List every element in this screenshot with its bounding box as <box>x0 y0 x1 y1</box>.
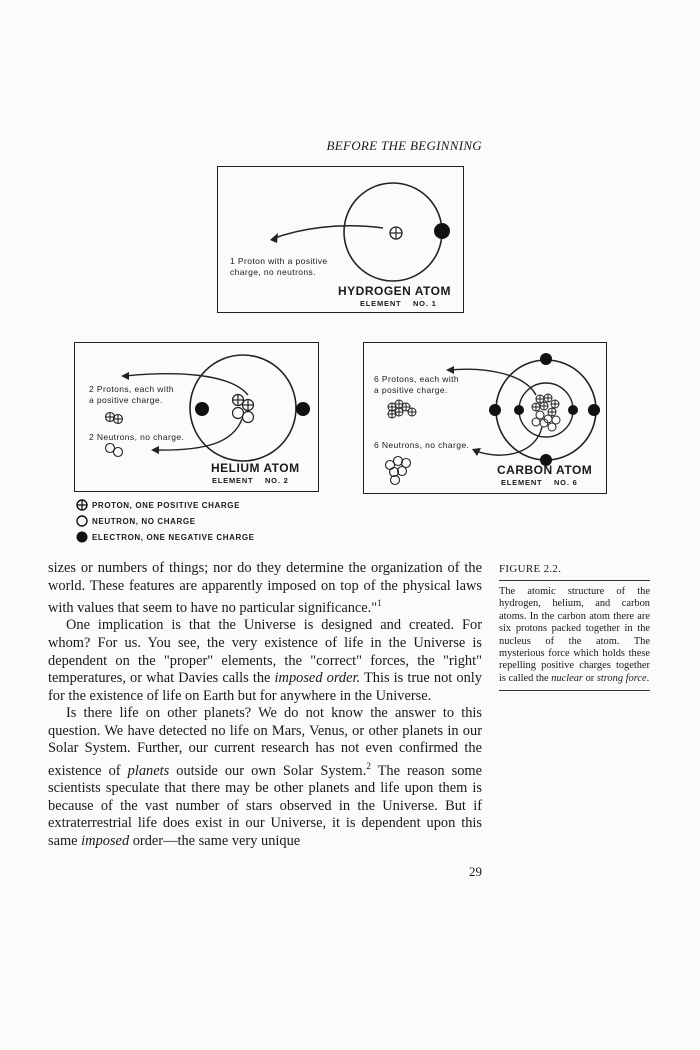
helium-proton-callout-line-1: 2 Protons, each with <box>89 384 175 394</box>
proton-icon <box>76 499 88 511</box>
carbon-proton-arrow <box>450 369 536 395</box>
body-text <box>48 560 482 850</box>
paragraph-2-text-a: One implication is that the Universe is designed and created. For whom? For us. You see, the very existence of life in the Universe is dependent on the "proper" elements, the "correct" forces, the "right" temperatures, or what Davies calls the <box>48 617 482 687</box>
carbon-electron-icon <box>588 404 600 416</box>
carbon-atom-title: CARBON ATOM <box>497 463 593 477</box>
hydrogen-arrow <box>272 226 383 239</box>
legend-proton <box>76 497 255 513</box>
caption-text-a: The atomic structure of the hydrogen, helium, and carbon atoms. In the carbon atom there are six protons packed together in the nucleus of the atom. The mysterious force which holds these repelling positive charges together is called the <box>499 586 650 684</box>
carbon-neutron-sample-icon <box>386 457 411 485</box>
caption-text-c: . <box>646 672 650 684</box>
paragraph-3-text-a: Is there life on other planets? We do not know the answer to this question. We have detected no life on Mars, Venus, or other planets in our Solar System. Further, our current research has not even confirmed the existence of <box>48 705 482 779</box>
paragraph-2-emphasis: imposed order. <box>274 670 361 687</box>
hydrogen-electron-icon <box>434 223 450 239</box>
helium-atom-diagram <box>74 342 319 492</box>
paragraph-3-emphasis-2: imposed <box>81 832 130 849</box>
legend-electron-label: ELECTRON, ONE NEGATIVE CHARGE <box>92 532 255 542</box>
paragraph-3-text-b: outside our own Solar System. <box>169 762 367 779</box>
carbon-element-number: ELEMENT NO. 6 <box>501 478 578 487</box>
helium-atom-title: HELIUM ATOM <box>211 461 300 475</box>
legend-neutron-label: NEUTRON, NO CHARGE <box>92 516 196 526</box>
paragraph-1-text: sizes or numbers of things; nor do they determine the organization of the world. These features are apparently imposed on top of the physical laws with values that seem to have no particular significance." <box>48 560 482 616</box>
hydrogen-callout-line-1: 1 Proton with a positive <box>230 256 328 266</box>
helium-proton-sample-icon <box>106 413 123 424</box>
figure-caption <box>499 580 650 691</box>
hydrogen-proton-icon <box>390 227 402 239</box>
helium-electron-right-icon <box>296 402 310 416</box>
paragraph-3-text-d: order—the same very unique <box>129 832 301 849</box>
legend-neutron <box>76 513 255 529</box>
hydrogen-element-number: ELEMENT NO. 1 <box>360 299 437 308</box>
paragraph-1 <box>48 560 482 617</box>
electron-icon <box>76 531 88 543</box>
helium-nucleus <box>233 395 254 423</box>
carbon-nucleus <box>532 394 560 431</box>
carbon-electron-icon <box>540 353 552 365</box>
carbon-electron-icon <box>489 404 501 416</box>
caption-text-b: or <box>582 672 597 684</box>
paragraph-2 <box>48 617 482 705</box>
figure-legend <box>76 497 255 545</box>
hydrogen-atom-title: HYDROGEN ATOM <box>338 284 451 298</box>
running-head: BEFORE THE BEGINNING <box>326 138 482 153</box>
legend-proton-label: PROTON, ONE POSITIVE CHARGE <box>92 500 241 510</box>
carbon-proton-callout-line-2: a positive charge. <box>374 385 448 395</box>
footnote-ref-2: 2 <box>366 760 371 771</box>
page-number: 29 <box>469 864 482 879</box>
carbon-proton-sample-icon <box>388 400 416 418</box>
hydrogen-electron-orbit <box>344 183 442 281</box>
carbon-proton-callout-line-1: 6 Protons, each with <box>374 374 460 384</box>
paragraph-3 <box>48 705 482 850</box>
figure-label: FIGURE 2.2. <box>499 563 562 575</box>
caption-emphasis-nuclear: nuclear <box>551 672 583 684</box>
carbon-neutron-arrow <box>476 427 542 455</box>
paragraph-3-text-c: The reason some scientists speculate that there may be other planets and life upon them is because of the vast number of stars observed in the Universe. But if extraterrestrial life does exist in our Universe, it is dependent upon this same <box>48 762 482 849</box>
carbon-electron-icon <box>514 405 524 415</box>
neutron-icon <box>76 515 88 527</box>
caption-emphasis-strong-force: strong force <box>596 672 647 684</box>
helium-electron-left-icon <box>195 402 209 416</box>
paragraph-2-text-b: This is true not only for the existence of life on Earth but for anywhere in the Universe. <box>48 670 482 704</box>
helium-neutron-sample-icon <box>106 444 123 457</box>
legend-electron <box>76 529 255 545</box>
carbon-atom-diagram <box>363 342 607 494</box>
hydrogen-atom-diagram <box>217 166 464 313</box>
carbon-neutron-callout: 6 Neutrons, no charge. <box>374 440 470 450</box>
paragraph-3-emphasis-1: planets <box>127 762 170 779</box>
hydrogen-callout-line-2: charge, no neutrons. <box>230 267 316 277</box>
footnote-ref-1: 1 <box>377 598 382 609</box>
carbon-electron-icon <box>568 405 578 415</box>
helium-neutron-callout: 2 Neutrons, no charge. <box>89 432 185 442</box>
helium-proton-callout-line-2: a positive charge. <box>89 395 163 405</box>
helium-element-number: ELEMENT NO. 2 <box>212 476 289 485</box>
